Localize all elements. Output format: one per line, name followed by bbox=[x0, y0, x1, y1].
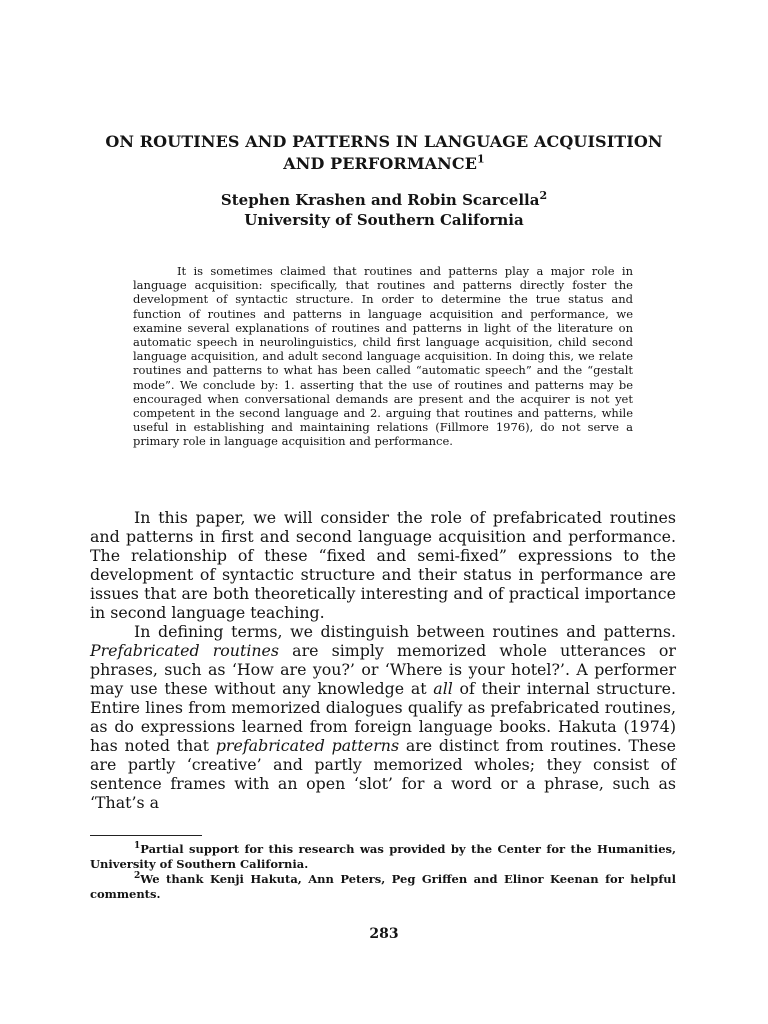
author-block bbox=[80, 190, 688, 230]
author-names-line bbox=[80, 190, 688, 210]
article-title bbox=[80, 131, 688, 175]
paragraph-1: In this paper, we will consider the role of prefabricated routines and patterns in first and second language acquisition and performance. The relationship of these “fixed and semi-fixed” expressions to the development of syntactic structure and their status in performance are issues that are both theoretically interesting and of practical importance in second language teaching. bbox=[90, 508, 676, 622]
paragraph-2 bbox=[90, 622, 676, 812]
para2-part-b: are simply memorized whole utterances or phrases, such as ‘How are you?’ or ‘Where is your hotel?’. A performer may use these without any knowledge at bbox=[90, 641, 676, 698]
footnote-2-text: We thank Kenji Hakuta, Ann Peters, Peg Griffen and Elinor Keenan for helpful comments. bbox=[90, 872, 676, 901]
term-prefabricated-routines: Prefabricated routines bbox=[90, 641, 279, 660]
author-names: Stephen Krashen and Robin Scarcella bbox=[220, 191, 540, 209]
footnote-rule bbox=[90, 835, 202, 836]
title-footnote-marker: 1 bbox=[477, 152, 485, 166]
page-number: 283 bbox=[369, 926, 399, 942]
abstract: It is sometimes claimed that routines and patterns play a major role in language acquisition: specifically, that routines and patterns directly foster the development of syntactic structure. In order to determine the true status and function of routines and patterns in language acquisition and performance, we examine several explanations of routines and patterns in light of the literature on automatic speech in neurolinguistics, child first language acquisition, child second language acquisition, and adult second language acquisition. In doing this, we relate routines and patterns to what has been called “automatic speech” and the “gestalt mode”. We conclude by: 1. asserting that the use of routines and patterns may be encouraged when conversational demands are present and the acquirer is not yet competent in the second language and 2. arguing that routines and patterns, while useful in establishing and maintaining relations (Fillmore 1976), do not serve a primary role in language acquisition and performance. bbox=[133, 264, 633, 449]
title-line-2 bbox=[80, 153, 688, 175]
title-line-2-text: AND PERFORMANCE bbox=[283, 154, 477, 173]
term-prefabricated-patterns: prefabricated patterns bbox=[215, 736, 400, 755]
para2-part-a: In defining terms, we distinguish between routines and patterns. bbox=[134, 622, 676, 641]
footnote-1-text: Partial support for this research was provided by the Center for the Humanities, University of Southern California. bbox=[90, 842, 676, 871]
affiliation: University of Southern California bbox=[244, 211, 524, 229]
author-footnote-marker: 2 bbox=[539, 189, 548, 202]
emphasis-all: all bbox=[433, 679, 453, 698]
footnote-1-marker: 1 bbox=[134, 841, 141, 852]
footnote-2-marker: 2 bbox=[134, 871, 141, 882]
title-line-1: ON ROUTINES AND PATTERNS IN LANGUAGE ACQUISITION bbox=[105, 132, 663, 151]
body-text bbox=[90, 508, 676, 812]
footnote-1 bbox=[90, 842, 676, 872]
para2-part-c: of their internal structure. Entire lines from memorized dialogues qualify as prefabricated routines, as do expressions learned from foreign language books. Hakuta (1974) has noted that bbox=[90, 679, 676, 755]
para2-part-d: are distinct from routines. These are partly ‘creative’ and partly memorized wholes; they consist of sentence frames with an open ‘slot’ for a word or a phrase, such as ‘That’s a bbox=[90, 736, 676, 812]
footnote-2 bbox=[90, 872, 676, 902]
footnotes bbox=[90, 842, 676, 902]
